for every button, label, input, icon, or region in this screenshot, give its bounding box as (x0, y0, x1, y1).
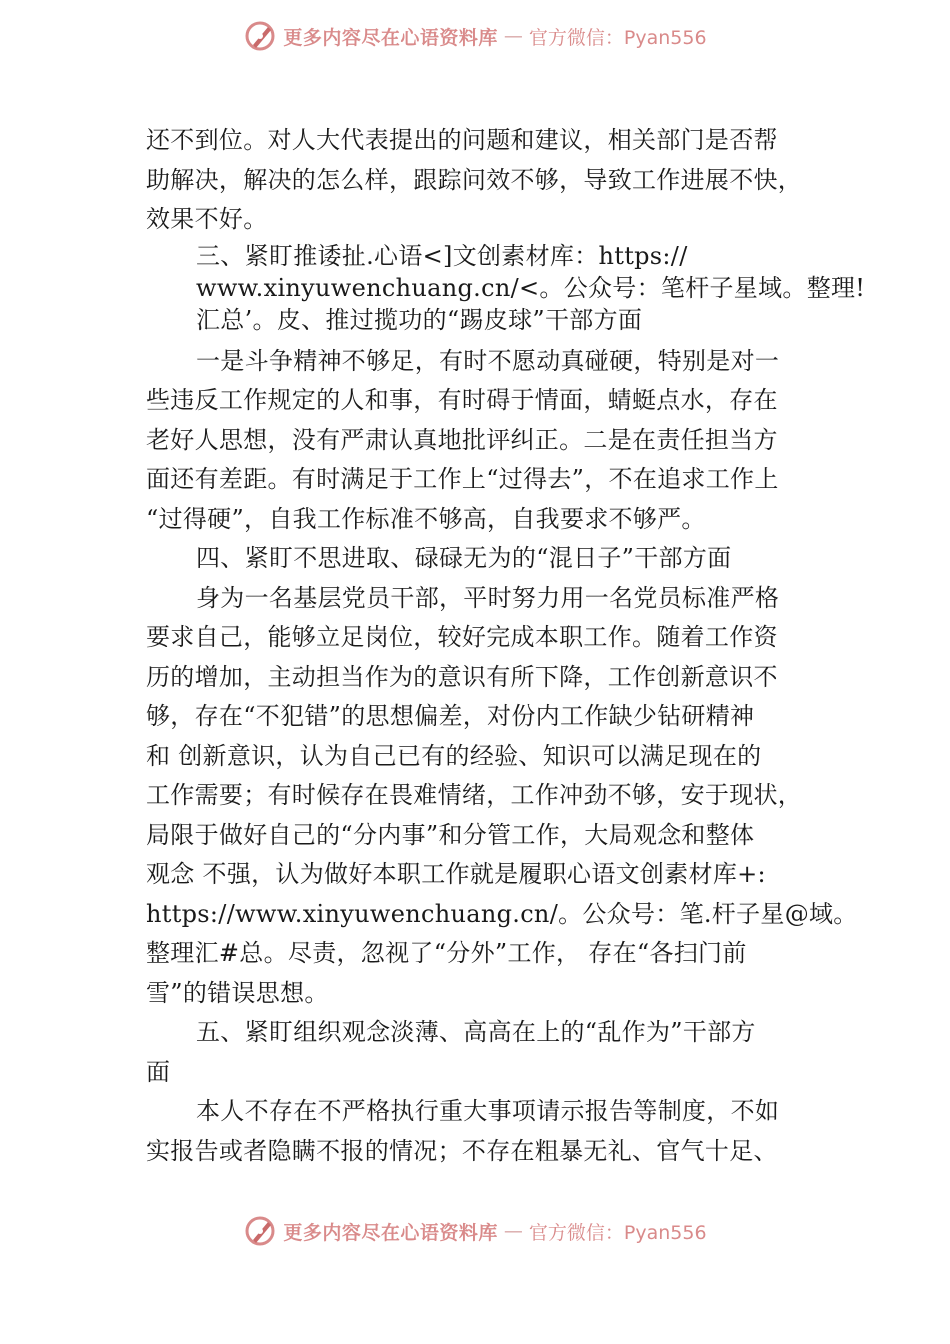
body-line: 局限于做好自己的“分内事”和分管工作，大局观念和整体 (146, 820, 755, 849)
banner-wechat-text: 官方微信：Pyan556 (528, 1221, 707, 1244)
body-line: 整理汇#总。尽责，忽视了“分外”工作， 存在“各扫门前 (146, 939, 747, 967)
section-heading-line: 五、紧盯组织观念淡薄、高高在上的“乱作为”干部方 (196, 1018, 756, 1046)
footer-watermark-banner (0, 1211, 950, 1251)
section-heading-line: 汇总’。皮、推过揽功的“踢皮球”干部方面 (196, 305, 643, 334)
body-line: 本人不存在不严格执行重大事项请示报告等制度，不如 (196, 1097, 780, 1125)
body-line: 实报告或者隐瞒不报的情况；不存在粗暴无礼、官气十足、 (146, 1136, 778, 1165)
pen-logo-icon (243, 1214, 277, 1248)
body-line: “过得硬”，自我工作标准不够高，自我要求不够严。 (146, 504, 706, 533)
header-watermark-banner (0, 16, 950, 56)
body-line: 老好人思想，没有严肃认真地批评纠正。二是在责任担当方 (146, 425, 778, 454)
banner-main-text: 更多内容尽在心语资料库 (283, 26, 498, 49)
banner-separator: — (503, 1220, 523, 1242)
section-heading-line: 四、紧盯不思进取、碌碌无为的“混日子”干部方面 (196, 544, 732, 572)
body-line: 工作需要；有时候存在畏难情绪，工作冲劲不够，安于现状， (146, 781, 803, 809)
body-line: 要求自己，能够立足岗位，较好完成本职工作。随着工作资 (146, 623, 778, 651)
body-line: 身为一名基层党员干部，平时努力用一名党员标准严格 (196, 583, 780, 612)
section-heading-line: 面 (146, 1057, 171, 1086)
section-heading-line: 三、紧盯推诿扯.心语<]文创素材库：https:// (196, 241, 688, 270)
body-line: 还不到位。对人大代表提出的问题和建议，相关部门是否帮 (146, 126, 778, 154)
banner-wechat-text: 官方微信：Pyan556 (528, 26, 707, 49)
body-line: 助解决，解决的怎么样，跟踪问效不够，导致工作进展不快， (146, 165, 803, 194)
body-line: 历的增加，主动担当作为的意识有所下降，工作创新意识不 (146, 662, 778, 691)
banner-main-text: 更多内容尽在心语资料库 (283, 1221, 498, 1244)
body-line: 些违反工作规定的人和事，有时碍于情面，蜻蜓点水，存在 (146, 386, 778, 414)
body-line: https://www.xinyuwenchuang.cn/。公众号：笔.杆子星@域。 (146, 899, 858, 928)
body-line: 和 创新意识，认为自己已有的经验、知识可以满足现在的 (146, 741, 762, 770)
pen-logo-icon (243, 19, 277, 53)
body-line: 够，存在“不犯错”的思想偏差，对份内工作缺少钻研精神 (146, 702, 755, 730)
body-line: 雪”的错误思想。 (146, 978, 329, 1007)
body-line: 效果不好。 (146, 205, 268, 233)
section-heading-line: www.xinyuwenchuang.cn/<。公众号：笔杆子星域。整理! (196, 273, 866, 302)
body-line: 一是斗争精神不够足，有时不愿动真碰硬，特别是对一 (196, 346, 780, 375)
document-body (146, 121, 866, 1171)
body-line: 观念 不强，认为做好本职工作就是履职心语文创素材库+: (146, 860, 766, 888)
body-line: 面还有差距。有时满足于工作上“过得去”，不在追求工作上 (146, 465, 779, 493)
banner-separator: — (503, 25, 523, 47)
